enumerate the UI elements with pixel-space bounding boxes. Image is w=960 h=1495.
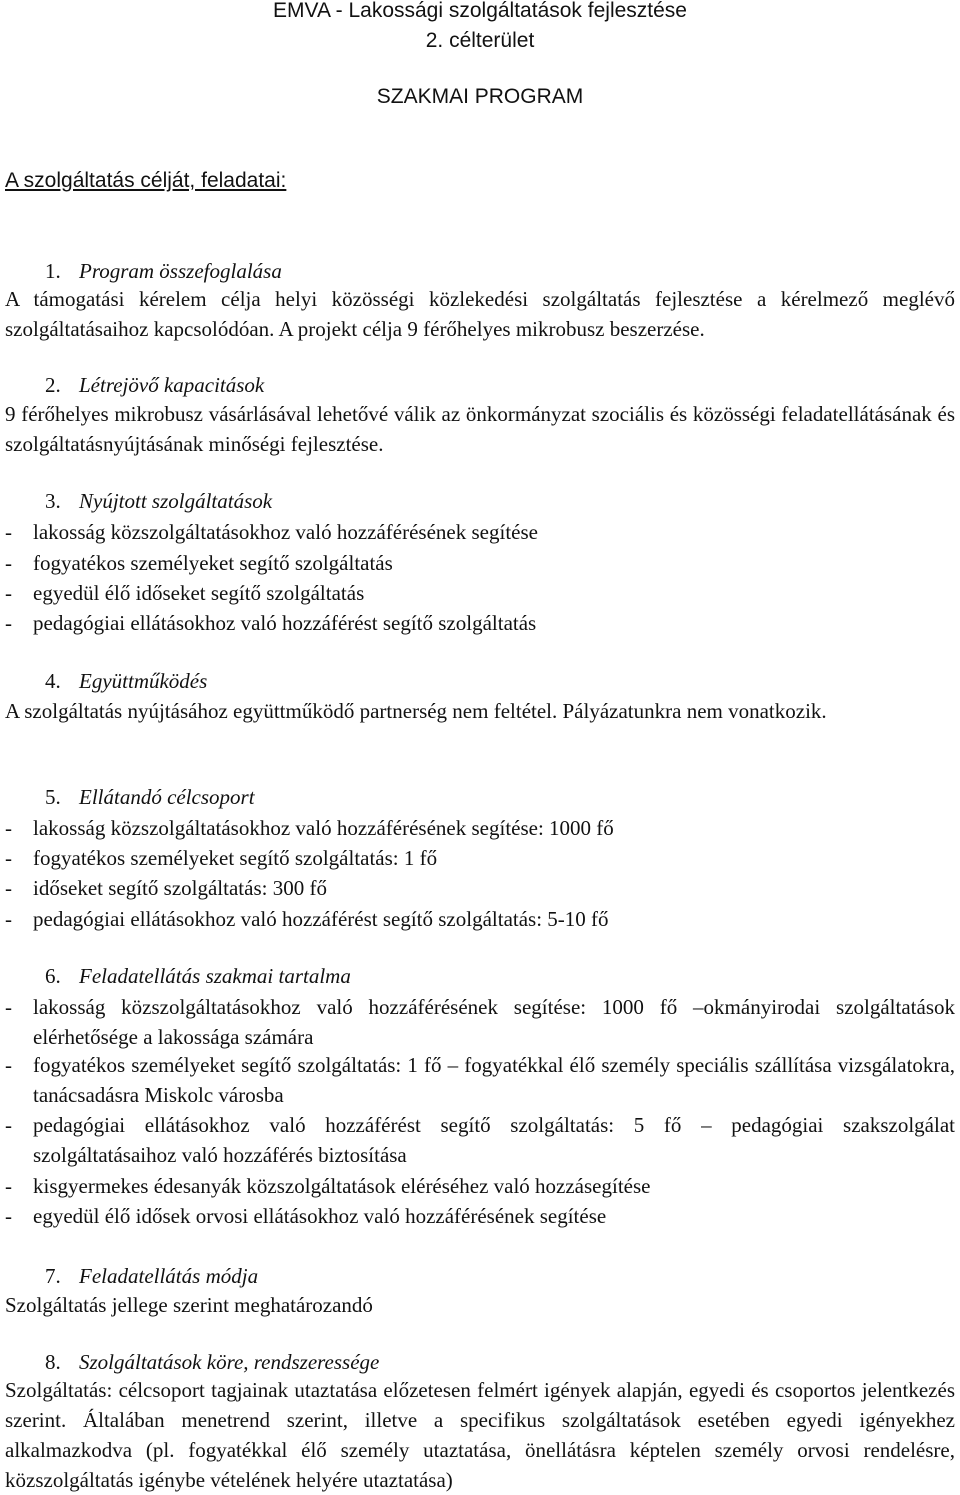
section-heading-4 xyxy=(45,668,207,694)
section-7-text: Szolgáltatás jellege szerint meghatározandó xyxy=(5,1293,373,1317)
section-title: Létrejövő kapacitások xyxy=(79,373,265,397)
list-item: - fogyatékos személyeket segítő szolgáltatás: 1 fő – fogyatékkal élő személy speciális szállítása vizsgálatokra, tanácsadásra Miskolc városba xyxy=(5,1053,955,1107)
section-4-text: A szolgáltatás nyújtásához együttműködő partnerség nem feltétel. Pályázatunkra nem vonatkozik. xyxy=(5,699,827,723)
list-item: - pedagógiai ellátásokhoz való hozzáférést segítő szolgáltatás: 5 fő – pedagógiai szakszolgálat szolgáltatásaihoz való hozzáférés biztosítása xyxy=(5,1113,955,1167)
section-8-text: Szolgáltatás: célcsoport tagjainak utaztatása előzetesen felmért igények alapján, egyedi és csoportos jelentkezés szerint. Általában menetrend szerint, illetve a specifikus szolgáltatások esetében egyedi igényekhez alkalmazkodva (pl. fogyatékkal élő személy utaztatása, önellátásra képtelen személy orvosi rendelésre, közszolgáltatás igénybe vételének helyére utaztatása) xyxy=(5,1378,955,1492)
list-item: - fogyatékos személyeket segítő szolgáltatás: 1 fő xyxy=(5,846,438,870)
section-title: Feladatellátás szakmai tartalma xyxy=(79,964,351,988)
list-item: - fogyatékos személyeket segítő szolgáltatás xyxy=(5,551,393,575)
list-item: - lakosság közszolgáltatásokhoz való hozzáférésének segítése: 1000 fő –okmányirodai szolgáltatások elérhetősége a lakossága számára xyxy=(5,995,955,1049)
section-title: Szolgáltatások köre, rendszeressége xyxy=(79,1350,380,1374)
section-number: 5. xyxy=(45,785,61,809)
list-item: - egyedül élő időseket segítő szolgáltatás xyxy=(5,581,365,605)
section-heading-1 xyxy=(45,258,282,284)
section-heading-5 xyxy=(45,784,255,810)
section-heading-6 xyxy=(45,963,351,989)
section-title: Együttműködés xyxy=(79,669,208,693)
section-number: 6. xyxy=(45,964,61,988)
document-subtitle: 2. célterület xyxy=(425,29,535,52)
section-title: Feladatellátás módja xyxy=(79,1264,259,1288)
section-heading-3 xyxy=(45,488,272,514)
program-title: SZAKMAI PROGRAM xyxy=(376,85,584,108)
list-item: - lakosság közszolgáltatásokhoz való hozzáférésének segítése: 1000 fő xyxy=(5,816,614,840)
section-heading-7 xyxy=(45,1263,258,1289)
section-number: 3. xyxy=(45,489,61,513)
goal-heading: A szolgáltatás célját, feladatai: xyxy=(5,169,287,192)
list-item: - időseket segítő szolgáltatás: 300 fő xyxy=(5,876,327,900)
section-number: 2. xyxy=(45,373,61,397)
list-item: - pedagógiai ellátásokhoz való hozzáférést segítő szolgáltatás xyxy=(5,611,537,635)
section-number: 1. xyxy=(45,259,61,283)
section-title: Program összefoglalása xyxy=(79,259,282,283)
section-heading-8 xyxy=(45,1349,379,1375)
section-1-text: A támogatási kérelem célja helyi közösségi közlekedési szolgáltatás fejlesztése a kérelmező meglévő szolgáltatásaihoz kapcsolódóan. A projekt célja 9 férőhelyes mikrobusz beszerzése. xyxy=(5,287,955,341)
list-item: - kisgyermekes édesanyák közszolgáltatások eléréséhez való hozzásegítése xyxy=(5,1174,651,1198)
section-2-text: 9 férőhelyes mikrobusz vásárlásával lehetővé válik az önkormányzat szociális és közösségi feladatellátásának és szolgáltatásnyújtásának minőségi fejlesztése. xyxy=(5,402,955,456)
list-item: - egyedül élő idősek orvosi ellátásokhoz való hozzáférésének segítése xyxy=(5,1204,607,1228)
list-item: - pedagógiai ellátásokhoz való hozzáférést segítő szolgáltatás: 5-10 fő xyxy=(5,907,609,931)
section-number: 4. xyxy=(45,669,61,693)
section-title: Nyújtott szolgáltatások xyxy=(79,489,273,513)
list-item: - lakosság közszolgáltatásokhoz való hozzáférésének segítése xyxy=(5,520,538,544)
document-title: EMVA - Lakossági szolgáltatások fejlesztése xyxy=(273,0,687,22)
section-heading-2 xyxy=(45,372,264,398)
section-number: 7. xyxy=(45,1264,61,1288)
section-number: 8. xyxy=(45,1350,61,1374)
section-title: Ellátandó célcsoport xyxy=(79,785,255,809)
